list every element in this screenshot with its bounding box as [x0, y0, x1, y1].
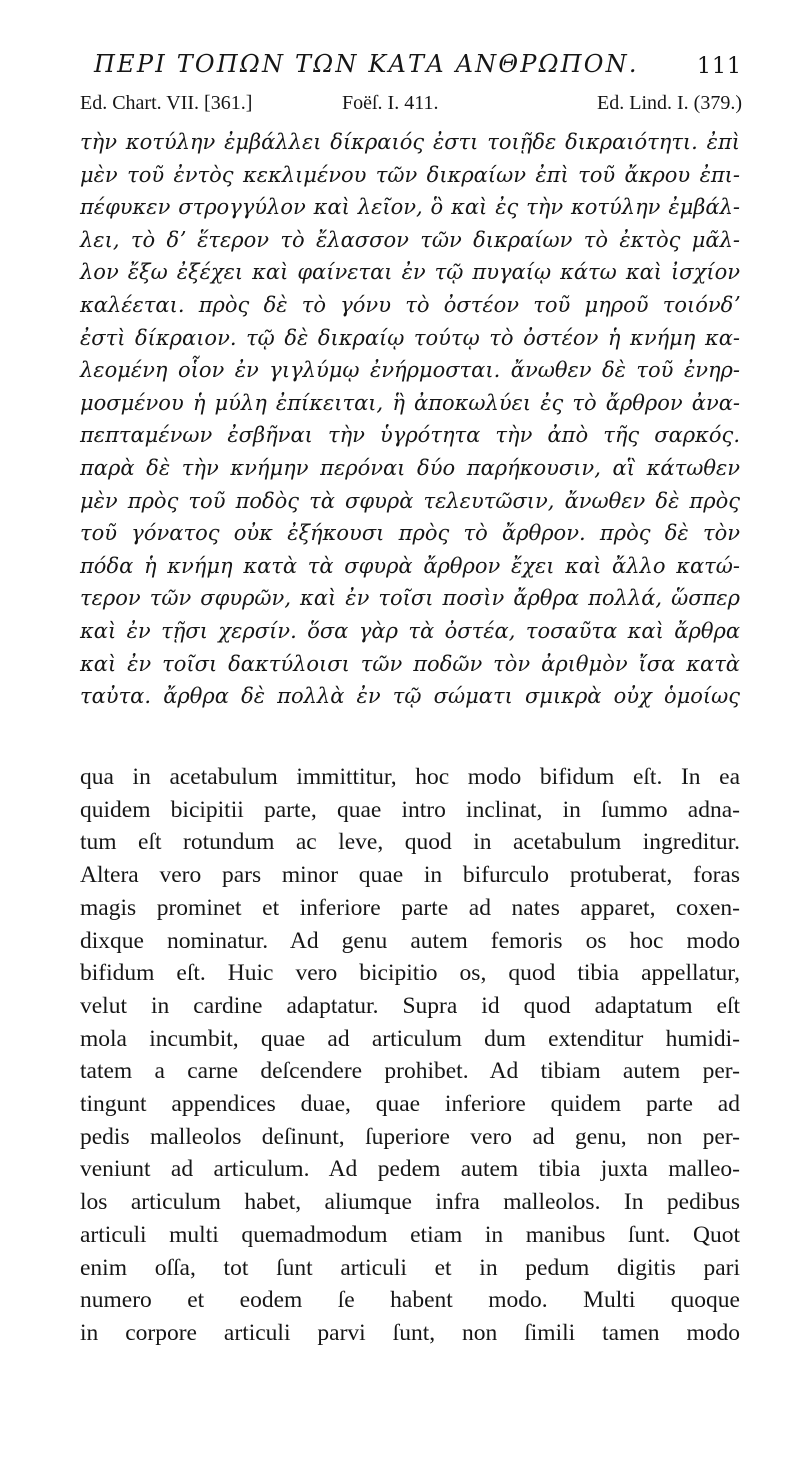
latin-line: magis prominet et inferiore parte ad nates apparet, coxen- — [80, 894, 740, 921]
edition-foesius: Foëſ. I. 411. — [342, 92, 439, 114]
running-head — [80, 50, 740, 90]
latin-line: qua in acetabulum immittitur, hoc modo bifidum eſt. In ea — [80, 764, 740, 790]
latin-line: in corpore articuli parvi ſunt, non ſimili tamen modo — [80, 1319, 740, 1346]
greek-line: μὲν πρὸς τοῦ ποδὸς τὰ σφυρὰ τελευτῶσιν, ἄνωθεν δὲ πρὸς — [80, 488, 740, 513]
greek-line: τερον τῶν σφυρῶν, καὶ ἐν τοῖσι ποσὶν ἄρθρα πολλά, ὥσπερ — [80, 586, 740, 611]
greek-line: μοσμένου ἡ μύλη ἐπίκειται, ἣ ἀποκωλύει ἐς τὸ ἄρθρον ἀνα- — [80, 390, 740, 415]
latin-line: velut in cardine adaptatur. Supra id quod adaptatum eſt — [80, 992, 740, 1019]
greek-line: παρὰ δὲ τὴν κνήμην περόναι δύο παρήκουσιν, αἳ κάτωθεν — [80, 455, 740, 480]
latin-line: Altera vero pars minor quae in bifurculo protuberat, foras — [80, 862, 740, 889]
latin-text-block — [80, 761, 740, 1350]
latin-line: tatem a carne deſcendere prohibet. Ad tibiam autem per- — [80, 1058, 740, 1085]
greek-line: καὶ ἐν τῇσι χερσίν. ὅσα γὰρ τὰ ὀστέα, τοσαῦτα καὶ ἄρθρα — [80, 618, 740, 643]
greek-line: πόδα ἡ κνήμη κατὰ τὰ σφυρὰ ἄρθρον ἔχει καὶ ἄλλο κατώ- — [80, 553, 740, 578]
running-title: ΠΕΡΙ ΤΟΠΩΝ ΤΩΝ ΚΑΤΑ ΑΝΘΡΩΠΟΝ. — [94, 50, 639, 78]
greek-line: λον ἔξω ἐξέχει καὶ φαίνεται ἐν τῷ πυγαίῳ κάτω καὶ ἰσχίον — [80, 260, 740, 285]
greek-line: καλέεται. πρὸς δὲ τὸ γόνυ τὸ ὀστέον τοῦ μηροῦ τοιόνδʼ — [80, 292, 740, 317]
greek-line: ἐστὶ δίκραιον. τῷ δὲ δικραίῳ τούτῳ τὸ ὀστέον ἡ κνήμη κα- — [80, 325, 740, 350]
latin-line: los articulum habet, aliumque infra malleolos. In pedibus — [80, 1189, 740, 1216]
greek-line: ταὐτα. ἄρθρα δὲ πολλὰ ἐν τῷ σώματι σμικρὰ οὐχ ὁμοίως — [80, 684, 740, 709]
greek-line: τὴν κοτύλην ἐμβάλλει δίκραιός ἐστι τοιῇδε δικραιότητι. ἐπὶ — [80, 130, 740, 154]
latin-line: dixque nominatur. Ad genu autem femoris os hoc modo — [80, 927, 740, 954]
latin-line: pedis malleolos deſinunt, ſuperiore vero ad genu, non per- — [80, 1123, 740, 1150]
edition-linden: Ed. Lind. I. (379.) — [597, 92, 742, 114]
latin-line: bifidum eſt. Huic vero bicipitio os, quod tibia appellatur, — [80, 960, 740, 987]
greek-line: καὶ ἐν τοῖσι δακτύλοισι τῶν ποδῶν τὸν ἀριθμὸν ἴσα κατὰ — [80, 651, 740, 676]
edition-references — [80, 92, 742, 122]
page-number: 111 — [697, 54, 742, 79]
latin-line: veniunt ad articulum. Ad pedem autem tibia juxta malleo- — [80, 1156, 740, 1183]
greek-line: μὲν τοῦ ἐντὸς κεκλιμένου τῶν δικραίων ἐπὶ τοῦ ἄκρου ἐπι- — [80, 162, 740, 187]
latin-line: mola incumbit, quae ad articulum dum extenditur humidi- — [80, 1025, 740, 1052]
greek-line: πεπταμένων ἐσβῆναι τὴν ὑγρότητα τὴν ἀπὸ τῆς σαρκός. — [80, 423, 740, 448]
latin-line: numero et eodem ſe habent modo. Multi quoque — [80, 1287, 740, 1314]
latin-line: quidem bicipitii parte, quae intro inclinat, in ſummo adna- — [80, 796, 740, 823]
latin-line: tum eſt rotundum ac leve, quod in acetabulum ingreditur. — [80, 829, 740, 856]
greek-line: λει, τὸ δʼ ἕτερον τὸ ἔλασσον τῶν δικραίων τὸ ἐκτὸς μᾶλ- — [80, 227, 740, 252]
latin-line: tingunt appendices duae, quae inferiore quidem parte ad — [80, 1091, 740, 1118]
greek-line: τοῦ γόνατος οὐκ ἐξήκουσι πρὸς τὸ ἄρθρον. πρὸς δὲ τὸν — [80, 521, 740, 546]
latin-line: articuli multi quemadmodum etiam in manibus ſunt. Quot — [80, 1221, 740, 1248]
latin-line: enim oſſa, tot ſunt articuli et in pedum digitis pari — [80, 1254, 740, 1281]
edition-chartier: Ed. Chart. VII. [361.] — [80, 92, 253, 114]
greek-line: λεομένη οἷον ἐν γιγλύμῳ ἐνήρμοσται. ἄνωθεν δὲ τοῦ ἐνηρ- — [80, 358, 740, 383]
greek-text-block — [80, 126, 740, 713]
greek-line: πέφυκεν στρογγύλον καὶ λεῖον, ὃ καὶ ἐς τὴν κοτύλην ἐμβάλ- — [80, 195, 740, 220]
